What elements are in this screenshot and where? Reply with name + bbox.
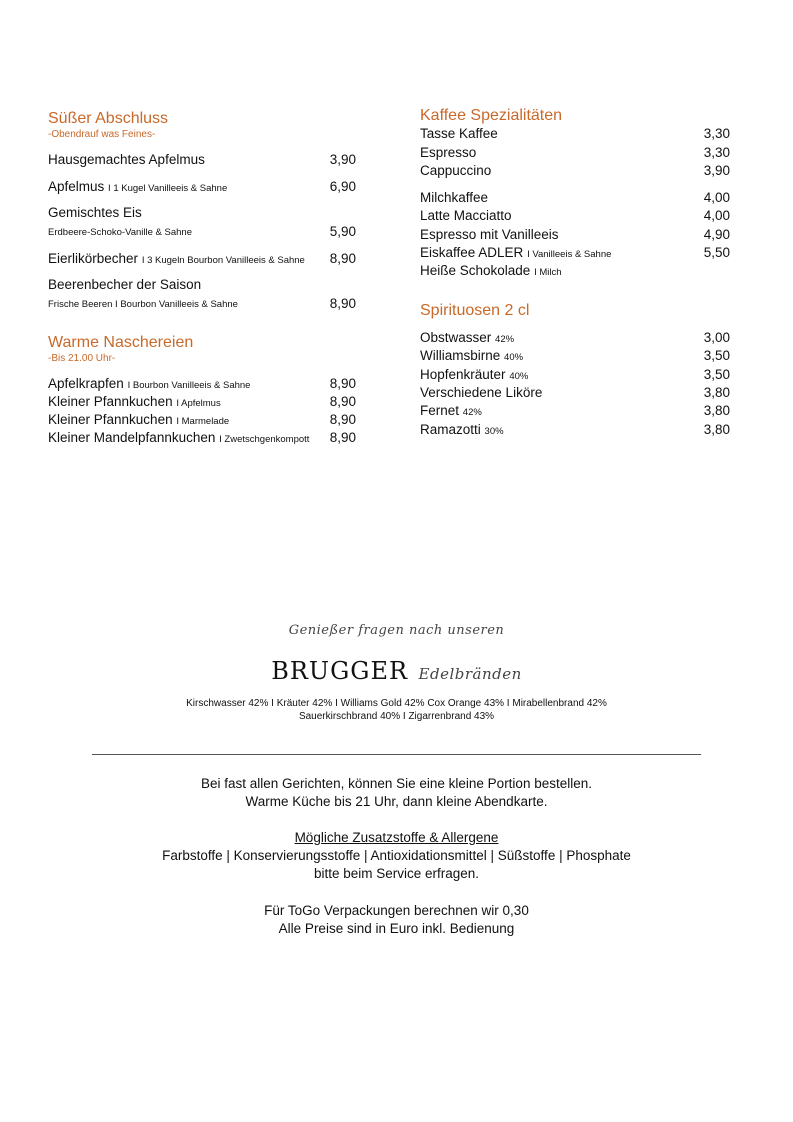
menu-item-name: Eierlikörbecher	[48, 251, 139, 266]
footer-line1: Bei fast allen Gerichten, können Sie eine kleine Portion bestellen.	[201, 776, 592, 791]
menu-item-name: Kleiner Mandelpfannkuchen	[48, 430, 216, 445]
footer-line2: Warme Küche bis 21 Uhr, dann kleine Abendkarte.	[245, 794, 548, 809]
menu-item-detail: 42%	[495, 334, 515, 345]
menu-item-price: 3,80	[703, 403, 730, 418]
section-title-spirituosen: Spirituosen 2 cl	[420, 302, 530, 319]
menu-item-price: 6,90	[329, 179, 356, 194]
menu-item-row	[420, 422, 504, 440]
menu-item-price: 4,90	[703, 227, 730, 242]
menu-item-detail: I Apfelmus	[176, 398, 221, 409]
menu-item-row	[420, 245, 611, 263]
menu-item-price: 8,90	[329, 430, 356, 445]
menu-item-name: Verschiedene Liköre	[420, 385, 543, 400]
section-subtitle-suesser-abschluss: -Obendrauf was Feines-	[48, 129, 156, 140]
menu-item-price: 3,80	[703, 385, 730, 400]
menu-item-name: Ramazotti	[420, 422, 481, 437]
menu-item-row	[48, 376, 250, 394]
menu-item-name: Apfelmus	[48, 179, 105, 194]
menu-item-detail: I Marmelade	[176, 416, 230, 427]
menu-item-name: Espresso	[420, 145, 477, 160]
menu-item-price: 3,90	[329, 152, 356, 167]
menu-item-detail: 40%	[504, 352, 524, 363]
menu-item-detail: I Bourbon Vanilleeis & Sahne	[127, 380, 251, 391]
section-title-warme-naschereien: Warme Naschereien	[48, 334, 194, 351]
menu-item-row	[48, 179, 227, 197]
menu-item-price: 3,50	[703, 348, 730, 363]
menu-item-name: Kleiner Pfannkuchen	[48, 394, 173, 409]
brugger-brand: BRUGGER	[271, 657, 409, 685]
menu-item-name: Cappuccino	[420, 163, 492, 178]
menu-item-detail: I Zwetschgenkompott	[219, 434, 310, 445]
section-title-kaffee: Kaffee Spezialitäten	[420, 107, 563, 124]
menu-item-row	[48, 251, 305, 269]
menu-item-price: 5,90	[329, 224, 356, 239]
brugger-list-line2: Sauerkirschbrand 40% I Zigarrenbrand 43%	[298, 711, 495, 722]
brugger-script-word: Edelbränden	[418, 665, 522, 683]
menu-item-price: 8,90	[329, 394, 356, 409]
menu-item-row	[420, 330, 514, 348]
allergen-heading: Mögliche Zusatzstoffe & Allergene	[294, 830, 499, 845]
menu-item-name: Milchkaffee	[420, 190, 489, 205]
menu-item-price: 3,80	[703, 422, 730, 437]
menu-item-name: Latte Macciatto	[420, 208, 512, 223]
menu-item-row	[48, 412, 229, 430]
section-title-suesser-abschluss: Süßer Abschluss	[48, 110, 169, 127]
prices-note: Alle Preise sind in Euro inkl. Bedienung	[278, 921, 515, 936]
menu-item-name: Fernet	[420, 403, 460, 418]
menu-item-name: Hausgemachtes Apfelmus	[48, 152, 205, 167]
menu-item-price: 8,90	[329, 376, 356, 391]
menu-item-name: Tasse Kaffee	[420, 126, 498, 141]
menu-item-price: 4,00	[703, 208, 730, 223]
menu-item-price: 8,90	[329, 251, 356, 266]
menu-item-price: 3,00	[703, 330, 730, 345]
menu-item-price: 3,50	[703, 367, 730, 382]
menu-item-detail: I Vanilleeis & Sahne	[527, 249, 612, 260]
menu-item-detail: Frische Beeren I Bourbon Vanilleeis & Sahne	[48, 299, 238, 310]
menu-item-name: Eiskaffee ADLER	[420, 245, 524, 260]
allergen-note: bitte beim Service erfragen.	[313, 866, 480, 881]
menu-item-name: Kleiner Pfannkuchen	[48, 412, 173, 427]
menu-item-price: 8,90	[329, 296, 356, 311]
menu-item-row	[420, 403, 482, 421]
menu-item-price: 8,90	[329, 412, 356, 427]
allergen-list: Farbstoffe | Konservierungsstoffe | Antioxidationsmittel | Süßstoffe | Phosphate	[162, 848, 631, 863]
menu-item-row	[420, 367, 528, 385]
menu-item-name: Heiße Schokolade	[420, 263, 531, 278]
menu-item-detail: I 1 Kugel Vanilleeis & Sahne	[108, 183, 228, 194]
menu-item-name: Espresso mit Vanilleeis	[420, 227, 559, 242]
menu-item-price: 3,90	[703, 163, 730, 178]
brugger-list-line1: Kirschwasser 42% I Kräuter 42% I Williams Gold 42% Cox Orange 43% I Mirabellenbrand 42%	[186, 698, 607, 709]
menu-item-name: Williamsbirne	[420, 348, 501, 363]
menu-item-detail: 40%	[509, 371, 529, 382]
menu-item-price: 4,00	[703, 190, 730, 205]
brugger-tagline: Genießer fragen nach unseren	[288, 623, 505, 638]
menu-item-row	[420, 348, 523, 366]
togo-note: Für ToGo Verpackungen berechnen wir 0,30	[264, 903, 529, 918]
menu-item-detail: I Milch	[534, 267, 562, 278]
menu-item-name: Apfelkrapfen	[48, 376, 124, 391]
menu-item-detail: 42%	[462, 407, 482, 418]
menu-item-name: Hopfenkräuter	[420, 367, 506, 382]
menu-item-detail: 30%	[484, 426, 504, 437]
menu-item-detail: I 3 Kugeln Bourbon Vanilleeis & Sahne	[141, 255, 305, 266]
brugger-logo	[0, 656, 793, 690]
menu-item-price: 3,30	[703, 126, 730, 141]
menu-item-name: Beerenbecher der Saison	[48, 277, 202, 292]
menu-item-price: 3,30	[703, 145, 730, 160]
section-subtitle-warme-naschereien: -Bis 21.00 Uhr-	[48, 353, 116, 364]
menu-item-row	[48, 430, 309, 448]
menu-item-detail: Erdbeere-Schoko-Vanille & Sahne	[48, 227, 192, 238]
menu-item-row	[420, 263, 562, 281]
menu-item-name: Gemischtes Eis	[48, 205, 142, 220]
menu-item-row	[48, 394, 221, 412]
divider	[92, 754, 701, 755]
menu-item-price: 5,50	[703, 245, 730, 260]
menu-item-name: Obstwasser	[420, 330, 492, 345]
